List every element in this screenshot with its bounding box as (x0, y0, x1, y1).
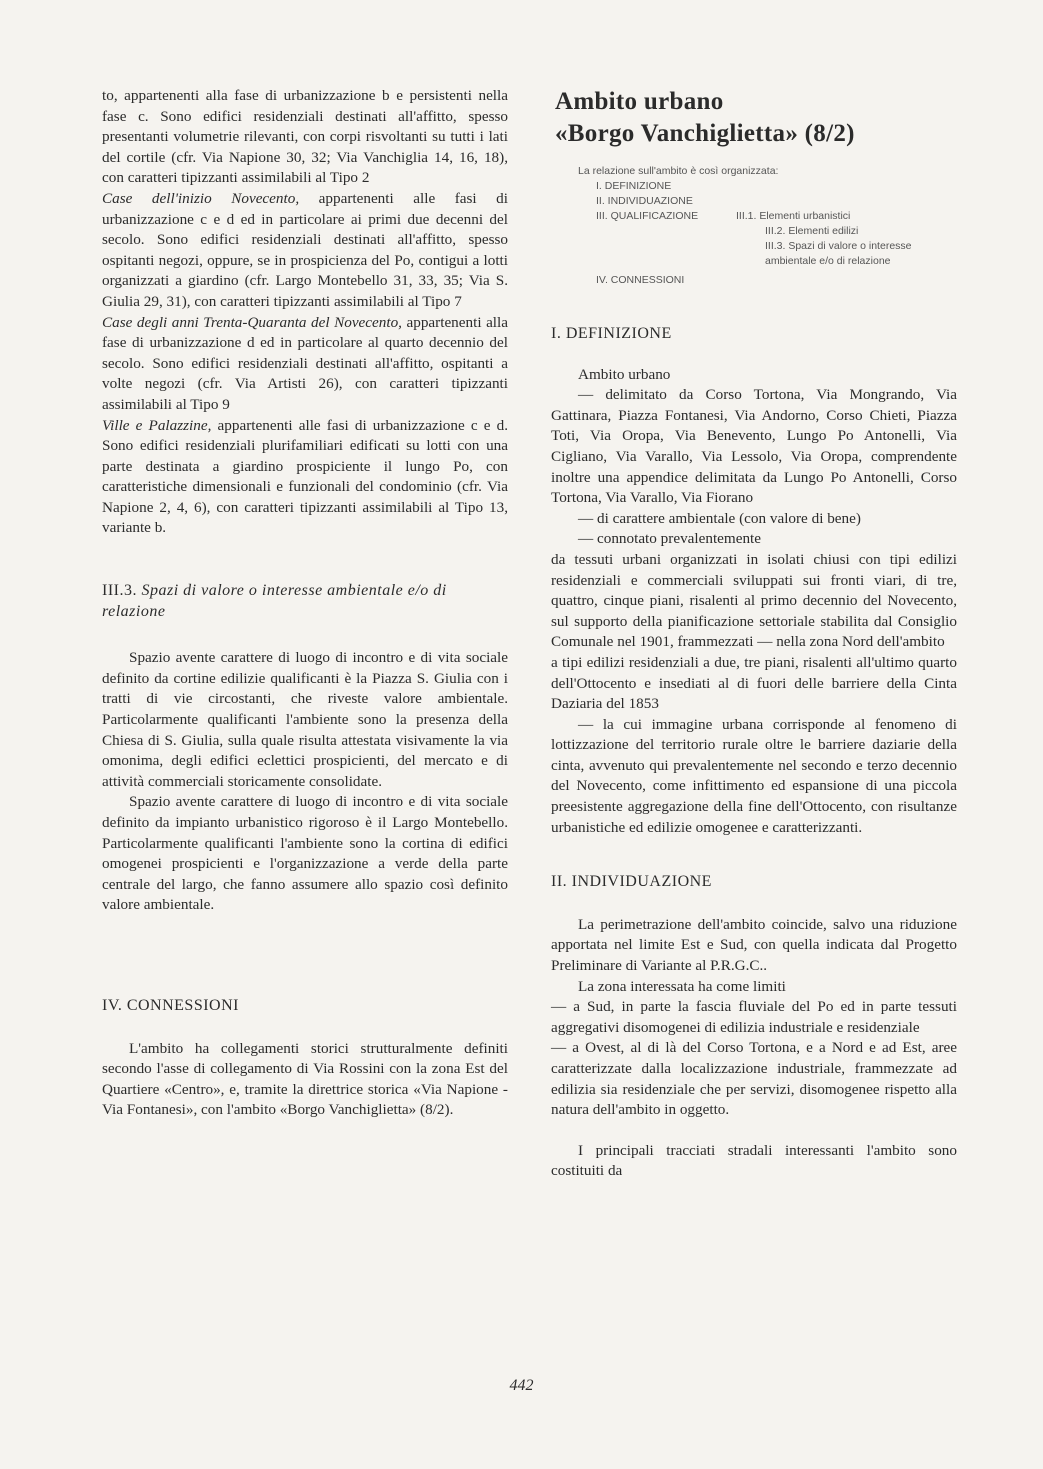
paragraph: Ambito urbano (578, 365, 671, 383)
section-title: Spazi di valore o interesse ambientale e/o di relazione (102, 582, 447, 620)
paragraph: — delimitato da Corso Tortona, Via Mongrando, Via Gattinara, Piazza Fontanesi, Via Andorno, Corso Chieti, Piazza Toti, Via Oropa, Via Benevento, Lungo Po Antonelli, Via Cigliano, Via Varallo, Via Lessolo, Via Oropa, comprendente inoltre una appendice delimitata da Lungo Po Antonelli, Corso Tortona, Via Varallo, Via Fiorano (551, 386, 957, 507)
paragraph: — a Ovest, al di là del Corso Tortona, e a Nord e ad Est, aree caratterizzate dalla localizzazione industriale, frammezzate ad edilizia sia residenziale che per servizi, disomogenee rispetto alla natura dell'ambito in oggetto. (551, 1039, 957, 1119)
paragraph-text: appartenenti alla fase di urbanizzazione d ed in particolare al quarto decennio del secolo. Sono edifici residenziali destinati all'affitto, ospitanti a volte negozi (cfr. Via Artisti 26), con caratteri tipizzanti assimilabili al Tipo 9 (102, 313, 508, 413)
paragraph: to, appartenenti alla fase di urbanizzazione b e persistenti nella fase c. Sono edifici residenziali destinati all'affitto, spesso presentanti volumetrie rilevanti, con corpi risvoltanti su tutti i lati del cortile (cfr. Via Napione 30, 32; Via Vanchiglia 14, 16, 18), con caratteri tipizzanti assimilabili al Tipo 2 (102, 87, 508, 187)
left-column (102, 86, 508, 1121)
paragraph (102, 189, 508, 313)
paragraph: La zona interessata ha come limiti (578, 977, 786, 995)
paragraph (102, 416, 508, 540)
category-label: Ville e Palazzine, (102, 416, 212, 434)
section-heading-i: I. DEFINIZIONE (551, 325, 672, 342)
table-of-contents (578, 164, 957, 288)
paragraph: L'ambito ha collegamenti storici strutturalmente definiti secondo l'asse di collegamento di Via Rossini con la zona Est del Quartiere «Centro», e, tramite la direttrice storica «Via Napione - Via Fontanesi», con l'ambito «Borgo Vanchiglietta» (8/2). (102, 1039, 508, 1119)
section-heading-iv: IV. CONNESSIONI (102, 996, 239, 1014)
paragraph-text: appartenenti alle fasi di urbanizzazione c e d. Sono edifici residenziali plurifamiliari edificati su lotti con una parte destinata a giardino prospiciente il lungo Po, con caratteristiche dimensionali e funzionali del condominio (cfr. Via Napione 2, 4, 6), con caratteri tipizzanti assimilabili al Tipo 13, variante b. (102, 416, 508, 537)
paragraph: La perimetrazione dell'ambito coincide, salvo una riduzione apportata nel limite Est e Sud, con quella indicata dal Progetto Preliminare di Variante al P.R.G.C.. (551, 915, 957, 975)
paragraph-text: appartenenti alle fasi di urbanizzazione c e d ed in particolare ai primi due decenni del secolo. Sono edifici residenziali destinati all'affitto, spesso ospitanti negozi, oppure, se in prospicienza del Po, contigui a lotti organizzati a giardino (cfr. Largo Montebello 31, 33, 35; Via S. Giulia 29, 31), con caratteri tipizzanti assimilabili al Tipo 7 (102, 189, 508, 310)
paragraph: — connotato prevalentemente (578, 530, 762, 548)
toc-subitem: III.1. Elementi urbanistici (736, 210, 851, 222)
paragraph: I principali tracciati stradali interessanti l'ambito sono costituiti da (551, 1141, 957, 1180)
toc-item: I. DEFINIZIONE (596, 180, 672, 192)
page-title: Ambito urbano (555, 88, 724, 115)
toc-subitem: III.3. Spazi di valore o interesse ambientale e/o di relazione (765, 240, 912, 267)
paragraph: Spazio avente carattere di luogo di incontro e di vita sociale definito da cortine edilizie qualificanti è la Piazza S. Giulia con i tratti di vie circostanti, che riveste valore ambientale. Particolarmente qualificanti l'ambiente sono la presenza della Chiesa di S. Giulia, sulla quale risulta attestata visivamente la via omonima, degli edifici eclettici prospicienti, del mercato e di attività commerciali storicamente consolidate. (102, 649, 508, 790)
right-column (551, 86, 957, 1182)
paragraph: a tipi edilizi residenziali a due, tre piani, risalenti all'ultimo quarto dell'Ottocento e insediati al di fuori delle barriere della Cinta Daziaria del 1853 (551, 653, 957, 713)
category-label: Case dell'inizio Novecento, (102, 189, 300, 207)
toc-item: III. QUALIFICAZIONE (596, 210, 699, 222)
section-number: III.3. (102, 582, 137, 600)
paragraph (102, 313, 508, 416)
toc-item: II. INDIVIDUAZIONE (596, 195, 693, 207)
section-heading-ii: II. INDIVIDUAZIONE (551, 873, 712, 891)
category-label: Case degli anni Trenta-Quaranta del Novecento, (102, 313, 402, 331)
toc-item: IV. CONNESSIONI (596, 274, 685, 286)
paragraph: — di carattere ambientale (con valore di bene) (578, 509, 861, 527)
page-number: 442 (509, 1377, 534, 1394)
page-subtitle: «Borgo Vanchiglietta» (8/2) (555, 120, 855, 147)
paragraph: — la cui immagine urbana corrisponde al fenomeno di lottizzazione del territorio rurale oltre le barriere daziarie della cinta, avvenuto qui prevalentemente nel secondo e terzo decennio del Novecento, come infittimento ed espansione di una piccola preesistente aggregazione della fine dell'Ottocento, con risultanze urbanistiche ed edilizie omogenee e caratterizzanti. (551, 715, 957, 836)
section-heading-iii3 (102, 581, 508, 622)
paragraph: Spazio avente carattere di luogo di incontro e di vita sociale definito da impianto urbanistico rigoroso è il Largo Montebello. Particolarmente qualificanti l'ambiente sono la cortina di edifici omogenei prospicienti e l'organizzazione a verde della parte centrale del largo, che fanno assumere allo spazio così definito valore ambientale. (102, 793, 508, 914)
paragraph: — a Sud, in parte la fascia fluviale del Po ed in parte tessuti aggregativi disomogenei di edilizia industriale e residenziale (551, 998, 957, 1036)
paragraph: da tessuti urbani organizzati in isolati chiusi con tipi edilizi residenziali e commerciali sviluppati sui fronti viari, di tre, quattro, cinque piani, risalenti al primo decennio del Novecento, sul supporto della pianificazione settoriale stabilita dal Consiglio Comunale nel 1901, frammezzati — nella zona Nord dell'ambito (551, 550, 957, 651)
toc-subitem: III.2. Elementi edilizi (765, 225, 859, 237)
toc-intro: La relazione sull'ambito è così organizzata: (578, 165, 779, 177)
